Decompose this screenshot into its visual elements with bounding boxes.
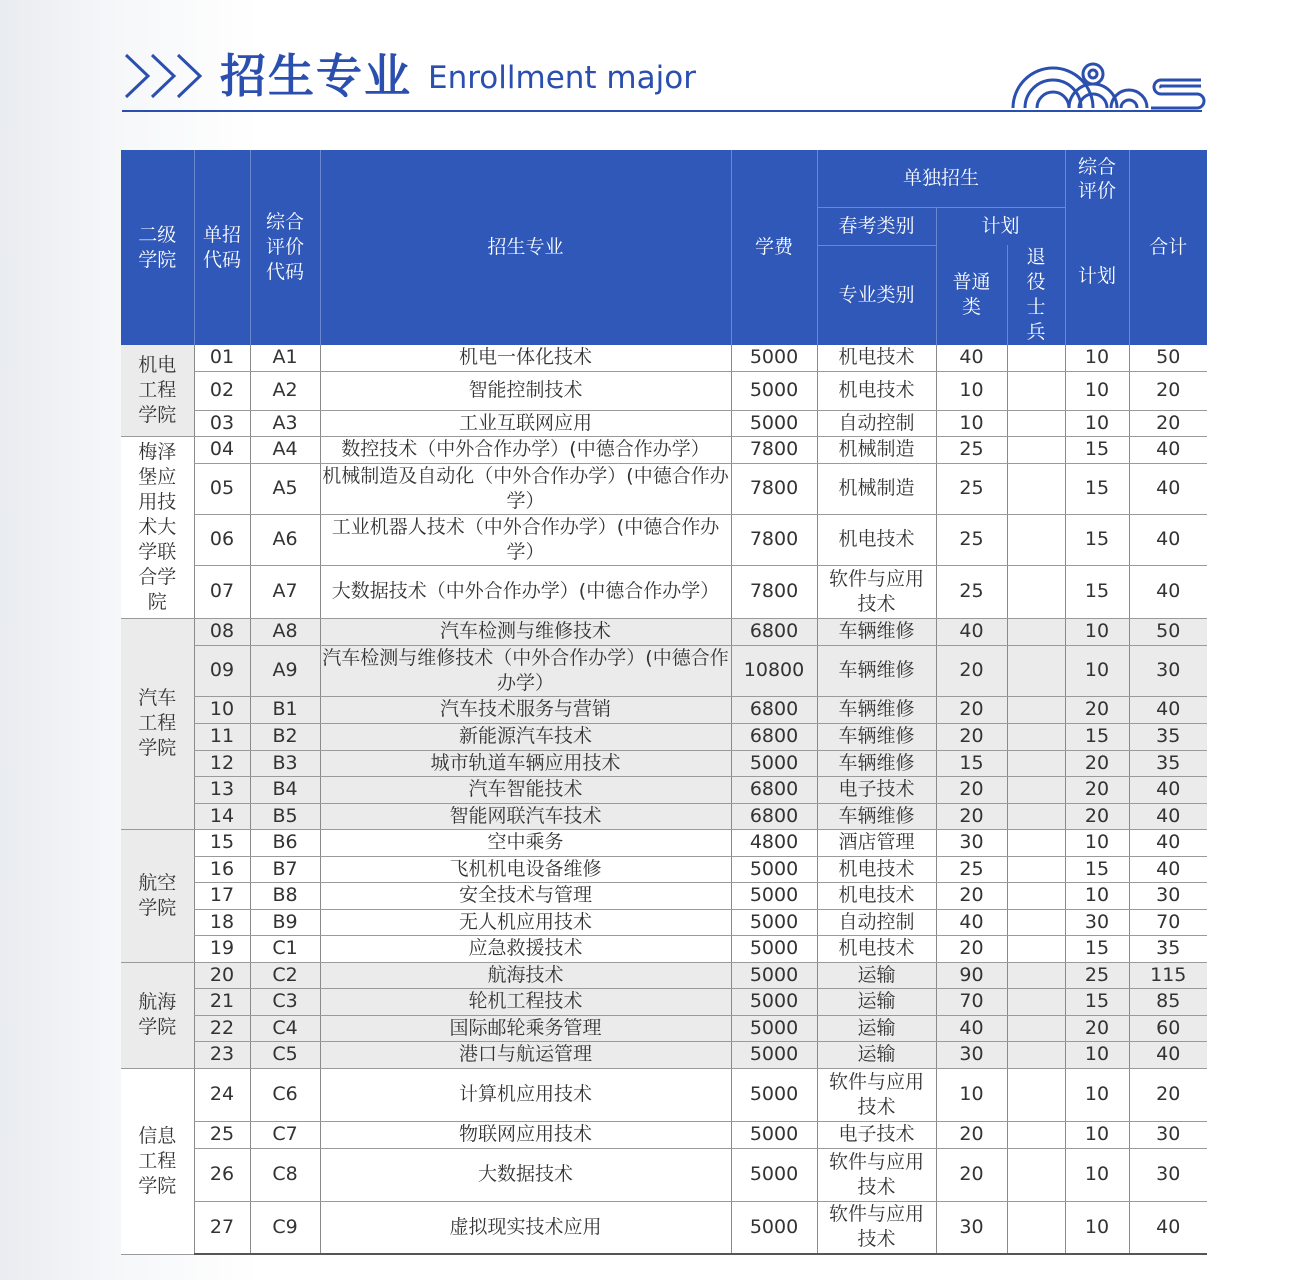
category: 机电技术	[817, 345, 936, 371]
category: 自动控制	[817, 909, 936, 935]
total: 40	[1129, 1201, 1207, 1254]
comp-code: C8	[250, 1148, 320, 1201]
fee: 5000	[731, 962, 817, 988]
comp-plan: 15	[1065, 514, 1129, 565]
comp-plan: 15	[1065, 463, 1129, 514]
comp-code: A1	[250, 345, 320, 371]
single-code: 14	[194, 803, 250, 829]
comp-plan: 15	[1065, 935, 1129, 962]
fee: 5000	[731, 1121, 817, 1148]
category: 运输	[817, 962, 936, 988]
category: 软件与应用技术	[817, 1068, 936, 1121]
total: 35	[1129, 723, 1207, 750]
regular-plan: 20	[936, 1121, 1007, 1148]
header-specialty-category: 专业类别	[817, 245, 936, 345]
comp-plan: 20	[1065, 750, 1129, 776]
category: 车辆维修	[817, 723, 936, 750]
fee: 5000	[731, 750, 817, 776]
comp-code: A6	[250, 514, 320, 565]
comp-code: B2	[250, 723, 320, 750]
fee: 5000	[731, 856, 817, 882]
comp-code: B1	[250, 696, 320, 723]
comp-plan: 10	[1065, 645, 1129, 696]
total: 50	[1129, 345, 1207, 371]
regular-plan: 40	[936, 345, 1007, 371]
triple-chevron-icon	[122, 52, 206, 100]
fee: 6800	[731, 803, 817, 829]
category: 软件与应用技术	[817, 1148, 936, 1201]
college-cell: 汽车工程学院	[121, 618, 194, 829]
college-cell: 信息工程学院	[121, 1068, 194, 1254]
category: 软件与应用技术	[817, 1201, 936, 1254]
veteran-plan	[1007, 776, 1065, 803]
comp-code: B9	[250, 909, 320, 935]
major-name: 数控技术（中外合作办学）(中德合作办学）	[320, 436, 731, 463]
veteran-plan	[1007, 1041, 1065, 1068]
comp-code: B6	[250, 829, 320, 856]
fee: 6800	[731, 723, 817, 750]
regular-plan: 30	[936, 829, 1007, 856]
header-spring-category: 春考类别	[817, 207, 936, 245]
total: 20	[1129, 1068, 1207, 1121]
major-name: 汽车智能技术	[320, 776, 731, 803]
total: 85	[1129, 988, 1207, 1015]
total: 40	[1129, 776, 1207, 803]
comp-code: A9	[250, 645, 320, 696]
single-code: 22	[194, 1015, 250, 1041]
major-name: 无人机应用技术	[320, 909, 731, 935]
total: 40	[1129, 696, 1207, 723]
comp-code: B4	[250, 776, 320, 803]
veteran-plan	[1007, 371, 1065, 410]
regular-plan: 15	[936, 750, 1007, 776]
total: 60	[1129, 1015, 1207, 1041]
veteran-plan	[1007, 618, 1065, 645]
total: 50	[1129, 618, 1207, 645]
total: 40	[1129, 463, 1207, 514]
comp-plan: 10	[1065, 1201, 1129, 1254]
veteran-plan	[1007, 1121, 1065, 1148]
major-name: 虚拟现实技术应用	[320, 1201, 731, 1254]
major-name: 应急救援技术	[320, 935, 731, 962]
fee: 7800	[731, 436, 817, 463]
regular-plan: 20	[936, 935, 1007, 962]
comp-plan: 10	[1065, 1041, 1129, 1068]
total: 40	[1129, 514, 1207, 565]
fee: 5000	[731, 1015, 817, 1041]
single-code: 08	[194, 618, 250, 645]
header-comp-eval: 综合评价	[1065, 150, 1129, 207]
major-name: 城市轨道车辆应用技术	[320, 750, 731, 776]
veteran-plan	[1007, 750, 1065, 776]
category: 机电技术	[817, 882, 936, 909]
total: 20	[1129, 410, 1207, 436]
comp-plan: 20	[1065, 696, 1129, 723]
comp-plan: 15	[1065, 565, 1129, 618]
veteran-plan	[1007, 565, 1065, 618]
comp-plan: 10	[1065, 1068, 1129, 1121]
single-code: 09	[194, 645, 250, 696]
college-cell: 梅泽堡应用技术大学联合学院	[121, 436, 194, 618]
major-name: 汽车技术服务与营销	[320, 696, 731, 723]
header-major: 招生专业	[320, 150, 731, 345]
regular-plan: 10	[936, 371, 1007, 410]
veteran-plan	[1007, 856, 1065, 882]
major-name: 轮机工程技术	[320, 988, 731, 1015]
major-name: 安全技术与管理	[320, 882, 731, 909]
header-divider	[122, 110, 1202, 112]
veteran-plan	[1007, 1068, 1065, 1121]
fee: 5000	[731, 988, 817, 1015]
single-code: 11	[194, 723, 250, 750]
major-name: 计算机应用技术	[320, 1068, 731, 1121]
regular-plan: 20	[936, 723, 1007, 750]
comp-code: C5	[250, 1041, 320, 1068]
veteran-plan	[1007, 1015, 1065, 1041]
category: 运输	[817, 988, 936, 1015]
single-code: 02	[194, 371, 250, 410]
major-name: 工业互联网应用	[320, 410, 731, 436]
regular-plan: 20	[936, 1148, 1007, 1201]
header-fee: 学费	[731, 150, 817, 345]
veteran-plan	[1007, 436, 1065, 463]
comp-code: B5	[250, 803, 320, 829]
fee: 5000	[731, 882, 817, 909]
total: 40	[1129, 803, 1207, 829]
category: 车辆维修	[817, 696, 936, 723]
major-name: 国际邮轮乘务管理	[320, 1015, 731, 1041]
regular-plan: 90	[936, 962, 1007, 988]
total: 30	[1129, 882, 1207, 909]
single-code: 18	[194, 909, 250, 935]
college-cell: 航海学院	[121, 962, 194, 1068]
comp-plan: 10	[1065, 1148, 1129, 1201]
veteran-plan	[1007, 909, 1065, 935]
veteran-plan	[1007, 803, 1065, 829]
fee: 6800	[731, 618, 817, 645]
category: 机电技术	[817, 856, 936, 882]
comp-code: A2	[250, 371, 320, 410]
category: 车辆维修	[817, 618, 936, 645]
single-code: 21	[194, 988, 250, 1015]
comp-plan: 25	[1065, 962, 1129, 988]
major-name: 智能控制技术	[320, 371, 731, 410]
regular-plan: 40	[936, 909, 1007, 935]
total: 30	[1129, 1121, 1207, 1148]
college-cell: 航空学院	[121, 829, 194, 962]
single-code: 19	[194, 935, 250, 962]
total: 30	[1129, 645, 1207, 696]
comp-plan: 30	[1065, 909, 1129, 935]
veteran-plan	[1007, 410, 1065, 436]
single-code: 04	[194, 436, 250, 463]
fee: 6800	[731, 696, 817, 723]
single-code: 15	[194, 829, 250, 856]
total: 30	[1129, 1148, 1207, 1201]
veteran-plan	[1007, 345, 1065, 371]
total: 40	[1129, 436, 1207, 463]
comp-plan: 20	[1065, 1015, 1129, 1041]
major-name: 机械制造及自动化（中外合作办学）(中德合作办学）	[320, 463, 731, 514]
single-code: 16	[194, 856, 250, 882]
fee: 5000	[731, 410, 817, 436]
header-comp-code: 综合评价代码	[250, 150, 320, 345]
header-plan: 计划	[936, 207, 1065, 245]
comp-plan: 15	[1065, 723, 1129, 750]
fee: 5000	[731, 345, 817, 371]
fee: 5000	[731, 1041, 817, 1068]
regular-plan: 25	[936, 856, 1007, 882]
single-code: 17	[194, 882, 250, 909]
comp-code: C1	[250, 935, 320, 962]
regular-plan: 20	[936, 776, 1007, 803]
comp-plan: 10	[1065, 410, 1129, 436]
header-regular: 普通类	[936, 245, 1007, 345]
total: 35	[1129, 935, 1207, 962]
regular-plan: 30	[936, 1201, 1007, 1254]
comp-code: C6	[250, 1068, 320, 1121]
category: 机电技术	[817, 514, 936, 565]
comp-code: B3	[250, 750, 320, 776]
regular-plan: 25	[936, 514, 1007, 565]
single-code: 07	[194, 565, 250, 618]
comp-code: A7	[250, 565, 320, 618]
total: 40	[1129, 1041, 1207, 1068]
regular-plan: 25	[936, 565, 1007, 618]
single-code: 12	[194, 750, 250, 776]
regular-plan: 30	[936, 1041, 1007, 1068]
veteran-plan	[1007, 463, 1065, 514]
single-code: 24	[194, 1068, 250, 1121]
comp-plan: 15	[1065, 436, 1129, 463]
comp-plan: 10	[1065, 1121, 1129, 1148]
fee: 5000	[731, 935, 817, 962]
comp-plan: 15	[1065, 856, 1129, 882]
single-code: 10	[194, 696, 250, 723]
major-name: 机电一体化技术	[320, 345, 731, 371]
comp-code: C3	[250, 988, 320, 1015]
category: 机电技术	[817, 935, 936, 962]
category: 车辆维修	[817, 803, 936, 829]
single-code: 06	[194, 514, 250, 565]
category: 车辆维修	[817, 750, 936, 776]
veteran-plan	[1007, 882, 1065, 909]
header-single-code: 单招代码	[194, 150, 250, 345]
category: 机械制造	[817, 436, 936, 463]
veteran-plan	[1007, 645, 1065, 696]
single-code: 01	[194, 345, 250, 371]
major-name: 大数据技术	[320, 1148, 731, 1201]
veteran-plan	[1007, 829, 1065, 856]
comp-code: A3	[250, 410, 320, 436]
fee: 5000	[731, 1201, 817, 1254]
major-name: 飞机机电设备维修	[320, 856, 731, 882]
category: 软件与应用技术	[817, 565, 936, 618]
veteran-plan	[1007, 988, 1065, 1015]
category: 机电技术	[817, 371, 936, 410]
total: 35	[1129, 750, 1207, 776]
total: 40	[1129, 856, 1207, 882]
regular-plan: 25	[936, 436, 1007, 463]
header-veteran: 退役士兵	[1007, 245, 1065, 345]
college-cell: 机电工程学院	[121, 345, 194, 436]
major-name: 大数据技术（中外合作办学）(中德合作办学）	[320, 565, 731, 618]
page-title: 招生专业	[220, 49, 412, 103]
comp-plan: 10	[1065, 345, 1129, 371]
header-comp-plan: 计划	[1065, 207, 1129, 345]
single-code: 05	[194, 463, 250, 514]
major-name: 空中乘务	[320, 829, 731, 856]
regular-plan: 40	[936, 618, 1007, 645]
fee: 5000	[731, 1068, 817, 1121]
enrollment-table	[121, 150, 1207, 1255]
comp-plan: 20	[1065, 803, 1129, 829]
comp-code: C4	[250, 1015, 320, 1041]
single-code: 25	[194, 1121, 250, 1148]
veteran-plan	[1007, 935, 1065, 962]
single-code: 26	[194, 1148, 250, 1201]
category: 电子技术	[817, 1121, 936, 1148]
category: 酒店管理	[817, 829, 936, 856]
header-college: 二级学院	[121, 150, 194, 345]
regular-plan: 20	[936, 645, 1007, 696]
comp-plan: 20	[1065, 776, 1129, 803]
comp-code: A5	[250, 463, 320, 514]
fee: 4800	[731, 829, 817, 856]
regular-plan: 10	[936, 410, 1007, 436]
regular-plan: 10	[936, 1068, 1007, 1121]
comp-code: B8	[250, 882, 320, 909]
comp-code: C2	[250, 962, 320, 988]
category: 运输	[817, 1041, 936, 1068]
single-code: 20	[194, 962, 250, 988]
page-header	[122, 48, 1207, 110]
major-name: 新能源汽车技术	[320, 723, 731, 750]
category: 自动控制	[817, 410, 936, 436]
veteran-plan	[1007, 1201, 1065, 1254]
veteran-plan	[1007, 723, 1065, 750]
fee: 6800	[731, 776, 817, 803]
comp-code: C9	[250, 1201, 320, 1254]
single-code: 23	[194, 1041, 250, 1068]
comp-code: A8	[250, 618, 320, 645]
major-name: 航海技术	[320, 962, 731, 988]
regular-plan: 40	[936, 1015, 1007, 1041]
veteran-plan	[1007, 514, 1065, 565]
major-name: 汽车检测与维修技术（中外合作办学）(中德合作办学）	[320, 645, 731, 696]
major-name: 物联网应用技术	[320, 1121, 731, 1148]
fee: 5000	[731, 909, 817, 935]
major-name: 智能网联汽车技术	[320, 803, 731, 829]
comp-code: A4	[250, 436, 320, 463]
category: 运输	[817, 1015, 936, 1041]
fee: 7800	[731, 565, 817, 618]
major-name: 港口与航运管理	[320, 1041, 731, 1068]
total: 40	[1129, 565, 1207, 618]
total: 115	[1129, 962, 1207, 988]
single-code: 27	[194, 1201, 250, 1254]
veteran-plan	[1007, 1148, 1065, 1201]
header-total: 合计	[1129, 150, 1207, 345]
regular-plan: 20	[936, 696, 1007, 723]
category: 车辆维修	[817, 645, 936, 696]
total: 20	[1129, 371, 1207, 410]
major-name: 工业机器人技术（中外合作办学）(中德合作办学）	[320, 514, 731, 565]
comp-plan: 10	[1065, 829, 1129, 856]
page-subtitle: Enrollment major	[428, 60, 696, 96]
single-code: 13	[194, 776, 250, 803]
comp-plan: 10	[1065, 618, 1129, 645]
total: 40	[1129, 829, 1207, 856]
regular-plan: 25	[936, 463, 1007, 514]
veteran-plan	[1007, 696, 1065, 723]
fee: 7800	[731, 514, 817, 565]
fee: 10800	[731, 645, 817, 696]
regular-plan: 20	[936, 803, 1007, 829]
regular-plan: 70	[936, 988, 1007, 1015]
comp-plan: 15	[1065, 988, 1129, 1015]
comp-code: B7	[250, 856, 320, 882]
comp-plan: 10	[1065, 882, 1129, 909]
comp-plan: 10	[1065, 371, 1129, 410]
comp-code: C7	[250, 1121, 320, 1148]
single-code: 03	[194, 410, 250, 436]
fee: 7800	[731, 463, 817, 514]
total: 70	[1129, 909, 1207, 935]
category: 机械制造	[817, 463, 936, 514]
header-single-enrollment: 单独招生	[817, 150, 1065, 207]
wave-logo-icon	[1011, 56, 1207, 110]
veteran-plan	[1007, 962, 1065, 988]
category: 电子技术	[817, 776, 936, 803]
major-name: 汽车检测与维修技术	[320, 618, 731, 645]
regular-plan: 20	[936, 882, 1007, 909]
fee: 5000	[731, 1148, 817, 1201]
fee: 5000	[731, 371, 817, 410]
